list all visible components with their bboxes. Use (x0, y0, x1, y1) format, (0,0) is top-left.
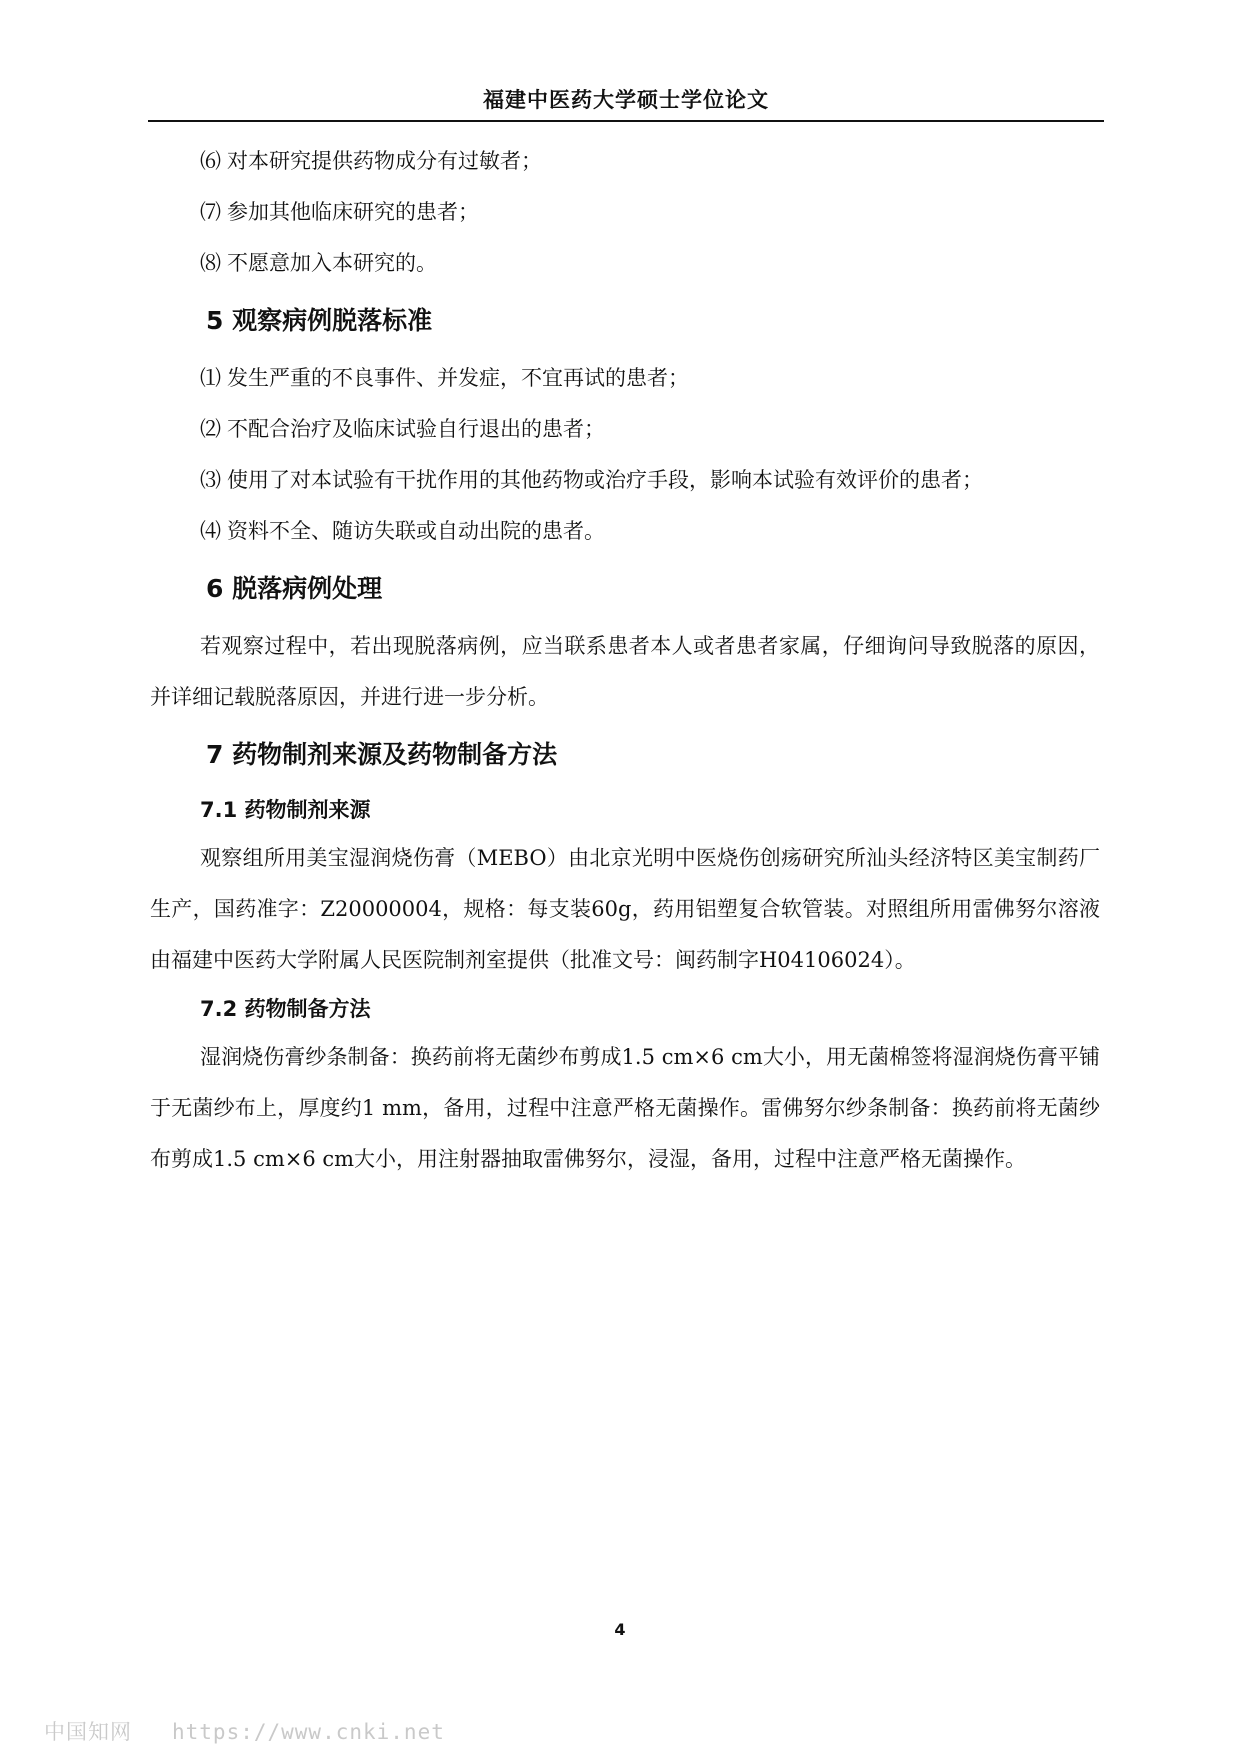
list-item (150, 136, 1100, 187)
list-item (150, 238, 1100, 289)
subsection-heading-7-2: 7.2 药物制备方法 (200, 997, 371, 1021)
item-number: ⑺ (200, 200, 221, 224)
section-heading-6: 6 脱落病例处理 (206, 574, 383, 603)
item-text: 资料不全、随访失联或自动出院的患者。 (227, 519, 605, 543)
list-item (150, 455, 1100, 506)
running-header: 福建中医药大学硕士学位论文 (483, 88, 769, 112)
item-text: 发生严重的不良事件、并发症，不宜再试的患者； (227, 366, 689, 390)
watermark-url: https://www.cnki.net (172, 1720, 445, 1744)
item-number: ⑵ (200, 417, 221, 441)
section-heading-5: 5 观察病例脱落标准 (206, 306, 433, 335)
item-text: 对本研究提供药物成分有过敏者； (227, 149, 542, 173)
list-item (150, 187, 1100, 238)
list-item (150, 404, 1100, 455)
item-text: 不配合治疗及临床试验自行退出的患者； (227, 417, 605, 441)
body-paragraph: 湿润烧伤膏纱条制备：换药前将无菌纱布剪成1.5 cm×6 cm大小，用无菌棉签将湿润烧伤膏平铺于无菌纱布上，厚度约1 mm，备用，过程中注意严格无菌操作。雷佛努尔纱条制备：换药前将无菌纱布剪成1.5 cm×6 cm大小，用注射器抽取雷佛努尔，浸湿，备用，过程中注意严格无菌操作。 (150, 1045, 1100, 1171)
page-content (150, 136, 1100, 1185)
item-number: ⑻ (200, 251, 221, 275)
header-rule (148, 120, 1104, 122)
section-heading-7: 7 药物制剂来源及药物制备方法 (206, 740, 558, 769)
item-number: ⑴ (200, 366, 221, 390)
list-item (150, 506, 1100, 557)
body-paragraph: 观察组所用美宝湿润烧伤膏（MEBO）由北京光明中医烧伤创疡研究所汕头经济特区美宝制药厂生产，国药准字：Z20000004，规格：每支装60g，药用铝塑复合软管装。对照组所用雷佛努尔溶液由福建中医药大学附属人民医院制剂室提供（批准文号：闽药制字H04106024）。 (150, 846, 1100, 972)
item-text: 不愿意加入本研究的。 (227, 251, 437, 275)
page-number: 4 (614, 1620, 626, 1639)
item-text: 参加其他临床研究的患者； (227, 200, 479, 224)
watermark-brand: 中国知网 (44, 1720, 132, 1744)
item-number: ⑶ (200, 468, 221, 492)
item-text: 使用了对本试验有干扰作用的其他药物或治疗手段，影响本试验有效评价的患者； (227, 468, 983, 492)
subsection-heading-7-1: 7.1 药物制剂来源 (200, 798, 371, 822)
list-item (150, 353, 1100, 404)
item-number: ⑷ (200, 519, 221, 543)
cnki-watermark (44, 1716, 445, 1746)
body-paragraph: 若观察过程中，若出现脱落病例，应当联系患者本人或者患者家属，仔细询问导致脱落的原因，并详细记载脱落原因，并进行进一步分析。 (150, 634, 1100, 709)
item-number: ⑹ (200, 149, 221, 173)
